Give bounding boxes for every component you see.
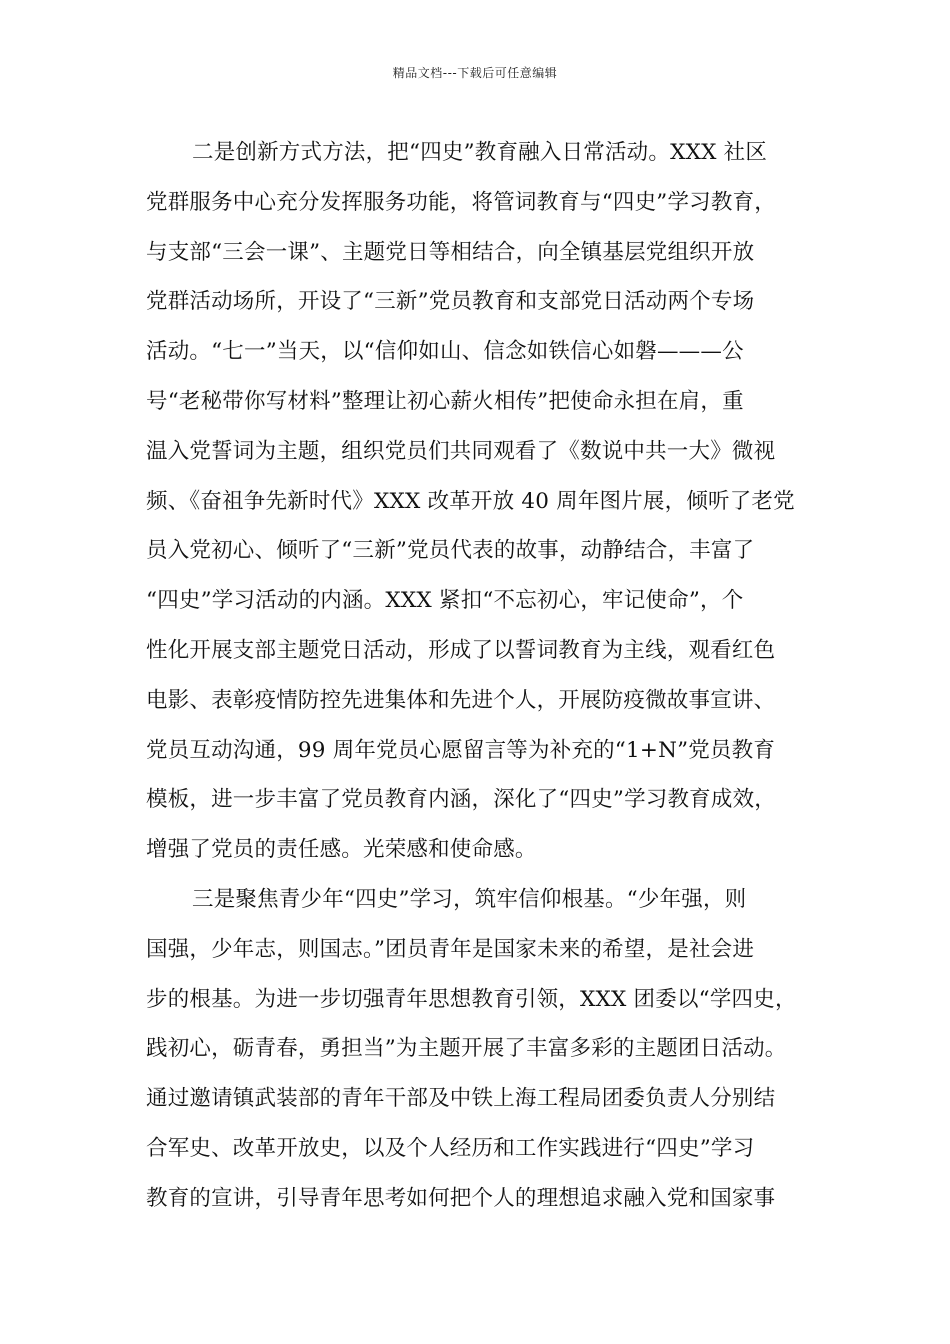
text-line: 性化开展支部主题党日活动，形成了以誓词教育为主线，观看红色	[146, 637, 776, 663]
text-line: 通过邀请镇武装部的青年干部及中铁上海工程局团委负责人分别结	[146, 1086, 776, 1112]
text-line: 党员互动沟通，99 周年党员心愿留言等为补充的“1+N”党员教育	[146, 737, 776, 763]
text-line: 党群服务中心充分发挥服务功能，将管词教育与“四史”学习教育，	[146, 189, 776, 215]
text-line: 与支部“三会一课”、主题党日等相结合，向全镇基层党组织开放	[146, 239, 755, 265]
document-body	[146, 128, 814, 1224]
text-line: 员入党初心、倾听了“三新”党员代表的故事，动静结合，丰富了	[146, 538, 755, 564]
text-line: 三是聚焦青少年“四史”学习，筑牢信仰根基。“少年强，则	[192, 886, 747, 912]
text-line: 模板，进一步丰富了党员教育内涵，深化了“四史”学习教育成效，	[146, 787, 776, 813]
text-line: 步的根基。为进一步切强青年思想教育引领，XXX 团委以“学四史，	[146, 986, 797, 1012]
text-line: 增强了党员的责任感。光荣感和使命感。	[146, 837, 537, 863]
paragraph-1	[146, 128, 814, 875]
text-line: 频、《奋祖争先新时代》XXX 改革开放 40 周年图片展，倾听了老党	[146, 488, 795, 514]
text-line: 教育的宣讲，引导青年思考如何把个人的理想追求融入党和国家事	[146, 1185, 776, 1211]
text-line: 国强，少年志，则国志。”团员青年是国家未来的希望，是社会进	[146, 936, 755, 962]
text-line: 电影、表彰疫情防控先进集体和先进个人，开展防疫微故事宣讲、	[146, 687, 776, 713]
text-line: 践初心，砺青春，勇担当”为主题开展了丰富多彩的主题团日活动。	[146, 1036, 787, 1062]
page-header: 精品文档---下载后可任意编辑	[392, 66, 558, 80]
paragraph-2	[146, 875, 814, 1224]
text-line: 号“老秘带你写材料”整理让初心薪火相传”把使命永担在肩，重	[146, 388, 744, 414]
text-line: 温入党誓词为主题，组织党员们共同观看了《数说中共一大》微视	[146, 438, 776, 464]
text-line: 活动。“七一”当天，以“信仰如山、信念如铁信心如磐———公	[146, 339, 744, 365]
text-line: 合军史、改革开放史，以及个人经历和工作实践进行“四史”学习	[146, 1135, 755, 1161]
text-line: 党群活动场所，开设了“三新”党员教育和支部党日活动两个专场	[146, 289, 755, 315]
text-line: 二是创新方式方法，把“四史”教育融入日常活动。XXX 社区	[192, 140, 768, 165]
text-line: “四史”学习活动的内涵。XXX 紧扣“不忘初心，牢记使命”，个	[146, 588, 744, 614]
